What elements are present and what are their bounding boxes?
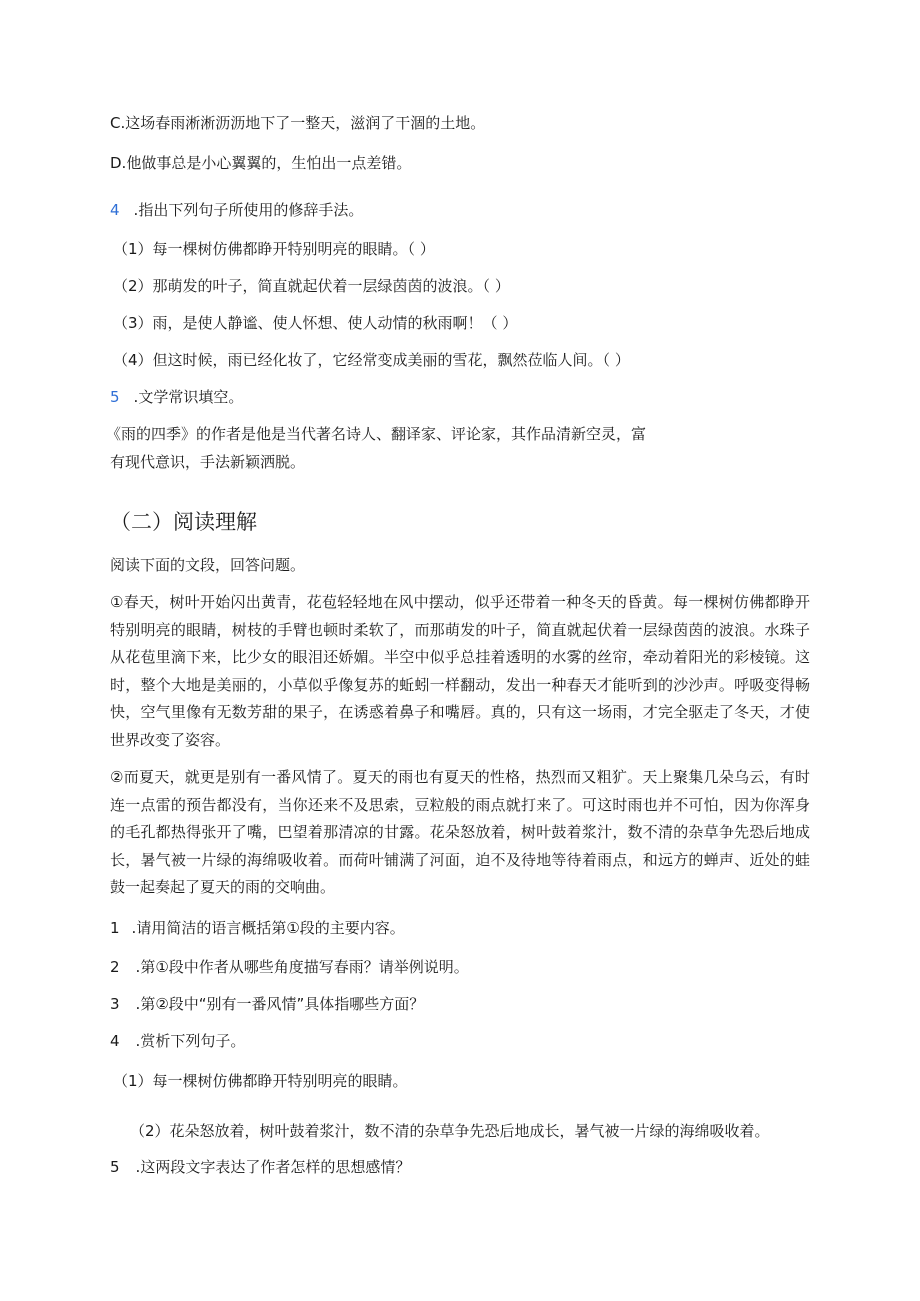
question-number: 5 [110, 388, 120, 406]
literature-fill-line-1: 《雨的四季》的作者是他是当代著名诗人、翻译家、评论家，其作品清新空灵，富 [106, 425, 647, 443]
literature-fill-line-2: 有现代意识，手法新颖洒脱。 [110, 453, 306, 471]
reading-question-1 [110, 918, 405, 938]
question-number: 4 [110, 201, 120, 219]
option-d: D.他做事总是小心翼翼的，生怕出一点差错。 [110, 154, 412, 172]
appreciation-sentence-2: （2）花朵怒放着，树叶鼓着浆汁，数不清的杂草争先恐后地成长，暑气被一片绿的海绵吸收着。 [130, 1122, 770, 1140]
reading-question-3 [110, 994, 424, 1014]
option-c: C.这场春雨淅淅沥沥地下了一整天，滋润了干涸的土地。 [110, 114, 486, 132]
question-text: .第①段中作者从哪些角度描写春雨？请举例说明。 [135, 958, 469, 976]
question-text: .这两段文字表达了作者怎样的思想感情？ [135, 1158, 411, 1176]
question-4-heading [110, 200, 363, 220]
question-number: 4 [110, 1032, 120, 1050]
rhetoric-item-2: （2）那萌发的叶子，简直就起伏着一层绿茵茵的波浪。（ ） [113, 277, 510, 295]
question-text: .指出下列句子所使用的修辞手法。 [133, 201, 364, 219]
rhetoric-item-4: （4）但这时候，雨已经化妆了，它经常变成美丽的雪花，飘然莅临人间。（ ） [113, 351, 630, 369]
question-text: .请用简洁的语言概括第①段的主要内容。 [131, 919, 405, 937]
appreciation-sentence-1: （1）每一棵树仿佛都睁开特别明亮的眼睛。 [113, 1072, 408, 1090]
question-number: 3 [110, 995, 120, 1013]
question-number: 2 [110, 958, 120, 976]
rhetoric-item-3: （3）雨，是使人静谧、使人怀想、使人动情的秋雨啊！（ ） [113, 314, 518, 332]
question-number: 1 [110, 919, 120, 937]
question-5-heading [110, 387, 243, 407]
passage-paragraph-2: ②而夏天，就更是别有一番风情了。夏天的雨也有夏天的性格，热烈而又粗犷。天上聚集几朵乌云，有时连一点雷的预告都没有，当你还来不及思索，豆粒般的雨点就打来了。可这时雨也并不可怕，因为你浑身的毛孔都热得张开了嘴，巴望着那清凉的甘露。花朵怒放着，树叶鼓着浆汁，数不清的杂草争先恐后地成长，暑气被一片绿的海绵吸收着。而荷叶铺满了河面，迫不及待地等待着雨点，和远方的蝉声、近处的蛙鼓一起奏起了夏天的雨的交响曲。 [110, 768, 810, 896]
reading-question-5 [110, 1157, 410, 1177]
question-text: .第②段中“别有一番风情”具体指哪些方面？ [135, 995, 425, 1013]
section-title: （二）阅读理解 [110, 510, 257, 534]
reading-instruction: 阅读下面的文段，回答问题。 [110, 556, 306, 574]
question-text: .赏析下列句子。 [135, 1032, 246, 1050]
reading-question-2 [110, 957, 469, 977]
question-text: .文学常识填空。 [133, 388, 244, 406]
question-number: 5 [110, 1158, 120, 1176]
rhetoric-item-1: （1）每一棵树仿佛都睁开特别明亮的眼睛。（ ） [113, 240, 435, 258]
passage-paragraph-1: ①春天，树叶开始闪出黄青，花苞轻轻地在风中摆动，似乎还带着一种冬天的昏黄。每一棵树仿佛都睁开特别明亮的眼睛，树枝的手臂也顿时柔软了，而那萌发的叶子，简直就起伏着一层绿茵茵的波浪。水珠子从花苞里滴下来，比少女的眼泪还娇媚。半空中似乎总挂着透明的水雾的丝帘，牵动着阳光的彩棱镜。这时，整个大地是美丽的，小草似乎像复苏的蚯蚓一样翻动，发出一种春天才能听到的沙沙声。呼吸变得畅快，空气里像有无数芳甜的果子，在诱惑着鼻子和嘴唇。真的，只有这一场雨，才完全驱走了冬天，才使世界改变了姿容。 [110, 593, 810, 749]
reading-question-4 [110, 1031, 245, 1051]
